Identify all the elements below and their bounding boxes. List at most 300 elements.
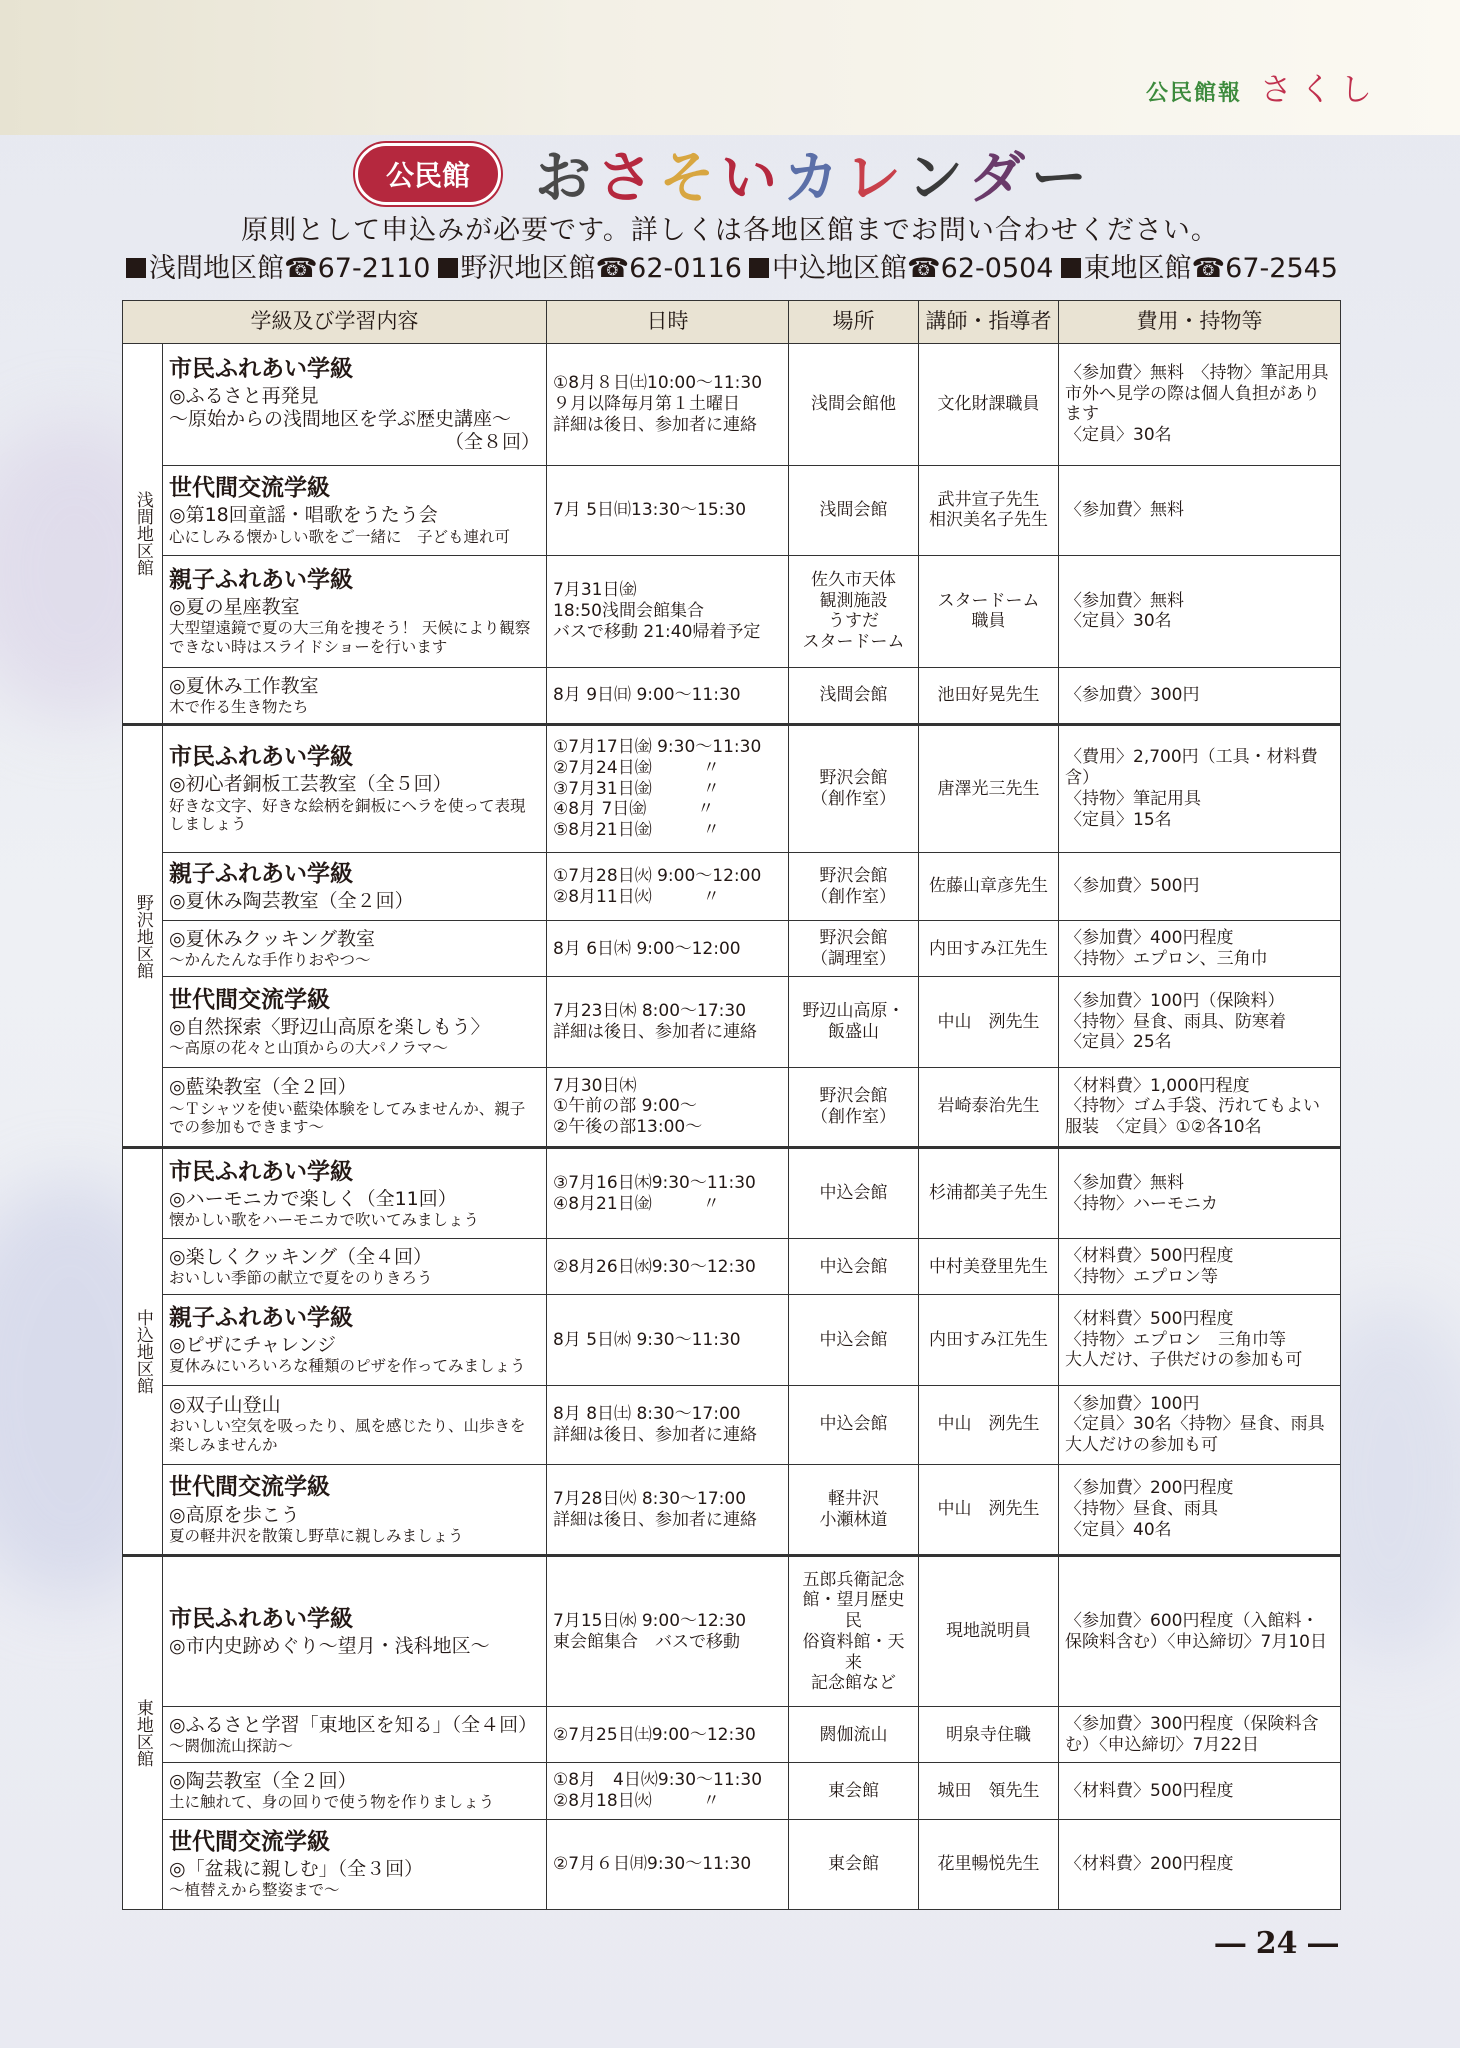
course-cell — [163, 1147, 547, 1238]
teacher-cell — [919, 1239, 1059, 1295]
cost-line: 〈定員〉15名 — [1065, 809, 1172, 830]
date-cell — [547, 1147, 789, 1238]
course-cell — [163, 977, 547, 1067]
course-title: ◎高原を歩こう — [169, 1503, 300, 1526]
cost-line: 〈定員〉25名 — [1065, 1032, 1172, 1053]
title-char: さ — [597, 146, 660, 211]
teacher-cell — [919, 725, 1059, 853]
date-cell — [547, 1239, 789, 1295]
course-title: ◎夏休み陶芸教室（全２回） — [169, 889, 414, 912]
course-category: 親子ふれあい学級 — [169, 859, 353, 887]
cost-line: 〈定員〉40名 — [1065, 1519, 1172, 1540]
date-line: ⑤8月21日㈮ 〃 — [553, 819, 720, 840]
course-cell — [163, 852, 547, 921]
square-bullet-icon — [1061, 258, 1081, 278]
teacher-line: 武井宣子先生 — [937, 489, 1040, 510]
place-line: スタードーム — [802, 632, 905, 653]
date-cell — [547, 1464, 789, 1555]
cost-cell — [1059, 465, 1341, 555]
course-category: 市民ふれあい学級 — [169, 1605, 353, 1633]
date-line: 詳細は後日、参加者に連絡 — [553, 1509, 757, 1530]
place-line: 中込会館 — [819, 1183, 888, 1204]
cost-line: 〈参加費〉100円（保険料） — [1065, 990, 1285, 1011]
place-line: 閼伽流山 — [819, 1724, 888, 1745]
cost-line: 大人だけ、子供だけの参加も可 — [1065, 1350, 1303, 1371]
teacher-line: 明泉寺住職 — [946, 1724, 1031, 1745]
title-char: ー — [1031, 146, 1094, 211]
cost-line: 〈費用〉2,700円（工具・材料費含） — [1065, 747, 1318, 789]
course-cell — [163, 1464, 547, 1555]
course-description: 懐かしい歌をハーモニカで吹いてみましょう — [169, 1210, 480, 1229]
date-cell — [547, 344, 789, 466]
teacher-line: スタードーム — [937, 590, 1040, 611]
course-cell — [163, 465, 547, 555]
table-row — [123, 1147, 1341, 1238]
cost-line: 〈材料費〉500円程度 — [1065, 1308, 1234, 1329]
teacher-cell — [919, 1067, 1059, 1147]
place-line: 野沢会館 — [819, 768, 888, 789]
cost-cell — [1059, 1385, 1341, 1464]
date-line: ②8月18日㈫ 〃 — [553, 1791, 720, 1811]
place-line: 飯盛山 — [828, 1022, 879, 1043]
date-line: 詳細は後日、参加者に連絡 — [553, 1424, 757, 1445]
title-char: ダ — [969, 146, 1032, 211]
date-cell — [547, 1819, 789, 1909]
course-description: おいしい季節の献立で夏をのりきろう — [169, 1269, 433, 1288]
masthead — [1146, 64, 1380, 110]
table-row — [123, 465, 1341, 555]
place-line: （創作室） — [811, 1106, 896, 1127]
place-cell — [789, 921, 919, 977]
course-category: 市民ふれあい学級 — [169, 743, 353, 771]
date-line: ②午後の部13:00～ — [553, 1117, 703, 1138]
date-cell — [547, 1385, 789, 1464]
teacher-cell — [919, 852, 1059, 921]
place-cell — [789, 1707, 919, 1763]
place-line: 観測施設 — [819, 590, 888, 611]
date-line: ②7月25日㈯9:00～12:30 — [553, 1724, 756, 1745]
district-name: 浅間地区館 — [123, 344, 163, 725]
district-name: 東地区館 — [123, 1556, 163, 1910]
course-category: 市民ふれあい学級 — [169, 354, 353, 382]
course-cell — [163, 1763, 547, 1819]
course-cell — [163, 725, 547, 853]
cost-cell — [1059, 1067, 1341, 1147]
date-cell — [547, 667, 789, 724]
cost-line: 〈持物〉昼食、雨具、防寒着 — [1065, 1011, 1286, 1032]
date-line: 7月23日㈭ 8:00～17:30 — [553, 1001, 747, 1022]
course-title: （全８回） — [444, 430, 540, 453]
course-title: ◎ハーモニカで楽しく（全11回） — [169, 1187, 457, 1210]
square-bullet-icon — [749, 258, 769, 278]
cost-line: 〈持物〉エプロン 三角巾等 — [1065, 1329, 1286, 1350]
date-line: 詳細は後日、参加者に連絡 — [553, 414, 757, 435]
cost-cell — [1059, 344, 1341, 466]
date-cell — [547, 556, 789, 668]
place-cell — [789, 1464, 919, 1555]
title-char: そ — [659, 146, 722, 211]
course-description: 夏休みにいろいろな種類のピザを作ってみましょう — [169, 1357, 526, 1376]
place-cell — [789, 465, 919, 555]
place-cell — [789, 1239, 919, 1295]
course-category: 親子ふれあい学級 — [169, 565, 353, 593]
course-description: おいしい空気を吸ったり、風を感じたり、山歩きを楽しみませんか — [169, 1417, 526, 1455]
course-category: 親子ふれあい学級 — [169, 1304, 353, 1332]
course-category: 世代間交流学級 — [169, 986, 330, 1014]
teacher-line: 文化財課職員 — [937, 393, 1040, 414]
course-category: 市民ふれあい学級 — [169, 1157, 353, 1185]
place-cell — [789, 556, 919, 668]
cost-cell — [1059, 852, 1341, 921]
district-name: 中込地区館 — [123, 1147, 163, 1555]
contact-name: 東地区館 — [1083, 253, 1192, 284]
masthead-label: 公民館報 — [1145, 80, 1242, 106]
title-char: い — [721, 146, 784, 211]
header-cost: 費用・持物等 — [1059, 301, 1341, 344]
place-cell — [789, 1819, 919, 1909]
course-title: ◎ふるさと再発見 — [169, 384, 319, 407]
teacher-cell — [919, 1385, 1059, 1464]
course-title: ～原始からの浅間地区を学ぶ歴史講座～ — [169, 407, 512, 430]
place-cell — [789, 725, 919, 853]
teacher-line: 杉浦都美子先生 — [929, 1183, 1048, 1204]
course-description: 心にしみる懐かしい歌をご一緒に 子ども連れ可 — [169, 527, 511, 546]
teacher-cell — [919, 1763, 1059, 1819]
table-row — [123, 1067, 1341, 1147]
date-line: ②7月６日㈪9:30～11:30 — [553, 1853, 752, 1874]
course-category: 世代間交流学級 — [169, 474, 330, 502]
course-cell — [163, 1556, 547, 1707]
cost-line: 〈参加費〉無料 〈持物〉筆記用具 — [1065, 362, 1329, 383]
contact-phone: ☎62-0504 — [907, 253, 1054, 284]
course-category: 世代間交流学級 — [169, 1828, 330, 1856]
teacher-cell — [919, 344, 1059, 466]
teacher-cell — [919, 1819, 1059, 1909]
cost-line: 〈参加費〉200円程度 — [1065, 1478, 1234, 1499]
date-line: 8月 5日㈬ 9:30～11:30 — [553, 1329, 741, 1350]
course-cell — [163, 556, 547, 668]
date-line: ②8月26日㈬9:30～12:30 — [553, 1256, 756, 1277]
date-line: ①8月８日㈯10:00～11:30 — [553, 373, 763, 394]
contact-item — [438, 246, 742, 285]
date-line: ①7月17日㈮ 9:30～11:30 — [553, 737, 762, 758]
teacher-cell — [919, 1707, 1059, 1763]
teacher-line: 唐澤光三先生 — [937, 778, 1040, 799]
contact-item — [126, 246, 430, 285]
contact-name: 浅間地区館 — [149, 253, 284, 284]
table-row — [123, 977, 1341, 1067]
cost-line: 〈参加費〉無料 — [1065, 590, 1184, 611]
place-cell — [789, 1556, 919, 1707]
cost-line: 〈定員〉30名〈持物〉昼食、雨具 — [1065, 1414, 1325, 1435]
course-description: 好きな文字、好きな絵柄を銅板にヘラを使って表現しましょう — [169, 796, 526, 834]
teacher-cell — [919, 921, 1059, 977]
date-cell — [547, 725, 789, 853]
contact-phone: ☎67-2110 — [284, 253, 431, 284]
teacher-line: 中村美登里先生 — [929, 1256, 1048, 1277]
table-row — [123, 1239, 1341, 1295]
course-cell — [163, 1707, 547, 1763]
place-line: 東会館 — [828, 1780, 879, 1801]
course-cell — [163, 1239, 547, 1295]
cost-line: 大人だけの参加も可 — [1065, 1435, 1218, 1456]
place-cell — [789, 1763, 919, 1819]
contact-item — [749, 246, 1053, 285]
place-line: 野沢会館 — [819, 928, 888, 949]
cost-line: 〈参加費〉600円程度（入館料・保険料含む）〈申込締切〉7月10日 — [1065, 1611, 1327, 1652]
date-line: 東会館集合 バスで移動 — [553, 1631, 740, 1652]
contact-item — [1061, 246, 1338, 285]
place-cell — [789, 1385, 919, 1464]
teacher-line: 花里暢悦先生 — [937, 1853, 1040, 1874]
place-line: 中込会館 — [819, 1414, 888, 1435]
table-row — [123, 667, 1341, 724]
place-line: 五郎兵衛記念 — [802, 1569, 905, 1590]
date-cell — [547, 1556, 789, 1707]
table-row — [123, 921, 1341, 977]
title-char: カ — [783, 146, 846, 211]
cost-line: 〈参加費〉400円程度 — [1065, 928, 1234, 949]
date-cell — [547, 465, 789, 555]
place-line: 中込会館 — [819, 1256, 888, 1277]
square-bullet-icon — [438, 258, 458, 278]
place-cell — [789, 977, 919, 1067]
course-description: 夏の軽井沢を散策し野草に親しみましょう — [169, 1526, 464, 1545]
teacher-cell — [919, 1295, 1059, 1385]
course-title: ◎初心者銅板工芸教室（全５回） — [169, 773, 452, 796]
place-cell — [789, 667, 919, 724]
district-name: 野沢地区館 — [123, 725, 163, 1148]
cost-line: 〈材料費〉1,000円程度 — [1065, 1075, 1250, 1096]
cost-cell — [1059, 556, 1341, 668]
contact-name: 中込地区館 — [772, 253, 908, 284]
course-title: ◎市内史跡めぐり～望月・浅科地区～ — [169, 1635, 490, 1658]
cost-cell — [1059, 1464, 1341, 1555]
place-line: （創作室） — [811, 886, 896, 907]
course-title: ◎夏休み工作教室 — [169, 674, 319, 697]
table-row — [123, 1556, 1341, 1707]
teacher-cell — [919, 667, 1059, 724]
place-cell — [789, 1147, 919, 1238]
table-row — [123, 1464, 1341, 1555]
teacher-line: 中山 洌先生 — [937, 1414, 1040, 1435]
table-row — [123, 1295, 1341, 1385]
table-row — [123, 725, 1341, 853]
course-title: ◎第18回童謡・唱歌をうたう会 — [169, 504, 438, 527]
date-cell — [547, 977, 789, 1067]
table-row — [123, 852, 1341, 921]
date-line: 7月15日㈬ 9:00～12:30 — [553, 1611, 747, 1632]
teacher-line: 内田すみ江先生 — [929, 1329, 1048, 1350]
cost-line: 〈参加費〉500円 — [1065, 876, 1200, 897]
table-row — [123, 1707, 1341, 1763]
contact-phone: ☎67-2545 — [1191, 253, 1338, 284]
cost-line: 〈材料費〉500円程度 — [1065, 1246, 1234, 1267]
place-line: 小瀬林道 — [819, 1509, 888, 1530]
cost-line: 〈持物〉ゴム手袋、汚れてもよい服装 〈定員〉①②各10名 — [1065, 1096, 1320, 1138]
cost-line: 〈参加費〉100円 — [1065, 1393, 1200, 1414]
cost-line: 〈持物〉昼食、雨具 — [1065, 1499, 1218, 1520]
teacher-line: 岩崎泰治先生 — [937, 1096, 1040, 1117]
cost-cell — [1059, 725, 1341, 853]
course-description: 土に触れて、身の回りで使う物を作りましょう — [169, 1793, 495, 1812]
course-description: ～閼伽流山探訪～ — [169, 1737, 294, 1756]
header-place: 場所 — [789, 301, 919, 344]
course-cell — [163, 1067, 547, 1147]
cost-cell — [1059, 1707, 1341, 1763]
cost-cell — [1059, 1295, 1341, 1385]
teacher-line: 池田好晃先生 — [937, 685, 1040, 706]
cost-line: 〈参加費〉300円程度（保険料含む）〈申込締切〉7月22日 — [1065, 1714, 1319, 1755]
cost-cell — [1059, 1819, 1341, 1909]
teacher-line: 相沢美名子先生 — [929, 510, 1048, 531]
square-bullet-icon — [126, 258, 146, 278]
cost-line: 〈持物〉ハーモニカ — [1065, 1193, 1218, 1214]
teacher-line: 城田 領先生 — [937, 1780, 1040, 1801]
header-teacher: 講師・指導者 — [919, 301, 1059, 344]
teacher-line: 内田すみ江先生 — [929, 938, 1048, 959]
cost-line: 〈参加費〉無料 — [1065, 499, 1184, 520]
cost-line: 〈参加費〉300円 — [1065, 685, 1200, 706]
place-line: 野沢会館 — [819, 865, 888, 886]
date-cell — [547, 921, 789, 977]
contact-phone: ☎62-0116 — [595, 253, 742, 284]
page-number: ― 24 ― — [1215, 1926, 1338, 1961]
cost-cell — [1059, 667, 1341, 724]
place-line: 浅間会館他 — [811, 393, 896, 414]
cost-line: 〈参加費〉無料 — [1065, 1172, 1184, 1193]
course-description: 大型望遠鏡で夏の大三角を捜そう！ 天候により観察できない時はスライドショーを行います — [169, 619, 531, 657]
intro-text: 原則として申込みが必要です。詳しくは各地区館までお問い合わせください。 — [241, 215, 1219, 246]
date-line: 7月28日㈫ 8:30～17:00 — [553, 1488, 747, 1509]
date-line: 8月 9日㈰ 9:00～11:30 — [553, 685, 741, 706]
course-title: ◎夏休みクッキング教室 — [169, 927, 376, 950]
place-line: 俗資料館・天来 — [802, 1631, 905, 1673]
teacher-cell — [919, 465, 1059, 555]
course-description: ～Ｔシャツを使い藍染体験をしてみませんか、親子での参加もできます～ — [169, 1099, 526, 1137]
place-line: 東会館 — [828, 1853, 879, 1874]
date-line: ②7月24日㈮ 〃 — [553, 757, 720, 778]
place-line: 軽井沢 — [828, 1488, 879, 1509]
course-description: ～高原の花々と山頂からの大パノラマ～ — [169, 1039, 449, 1058]
course-category: 世代間交流学級 — [169, 1473, 330, 1501]
place-cell — [789, 1067, 919, 1147]
cost-cell — [1059, 921, 1341, 977]
date-line: ④8月21日㈮ 〃 — [553, 1193, 720, 1214]
place-line: 記念館など — [811, 1673, 896, 1694]
teacher-line: 職員 — [971, 611, 1006, 632]
course-title: ◎双子山登山 — [169, 1394, 281, 1417]
date-line: ④8月 7日㈮ 〃 — [553, 799, 715, 820]
cost-cell — [1059, 977, 1341, 1067]
course-cell — [163, 921, 547, 977]
date-line: ①8月 4日㈫9:30～11:30 — [553, 1770, 763, 1791]
teacher-line: 中山 洌先生 — [937, 1499, 1040, 1520]
kominkan-badge: 公民館 — [355, 143, 501, 205]
course-description: ～かんたんな手作りおやつ～ — [169, 951, 371, 970]
cost-cell — [1059, 1239, 1341, 1295]
course-cell — [163, 1385, 547, 1464]
header-date: 日時 — [547, 301, 789, 344]
date-line: 7月30日㈭ — [553, 1075, 637, 1096]
date-line: ③7月31日㈮ 〃 — [553, 778, 720, 799]
date-cell — [547, 1763, 789, 1819]
date-line: 7月31日㈮ — [553, 580, 637, 601]
course-title: ◎ふるさと学習「東地区を知る」（全４回） — [169, 1713, 538, 1736]
cost-line: 〈持物〉筆記用具 — [1065, 788, 1201, 809]
cost-line: 〈定員〉30名 — [1065, 611, 1172, 632]
course-cell — [163, 344, 547, 466]
place-cell — [789, 852, 919, 921]
course-title: ◎藍染教室（全２回） — [169, 1076, 357, 1099]
date-line: ①午前の部 9:00～ — [553, 1096, 697, 1117]
date-cell — [547, 1067, 789, 1147]
course-title: ◎夏の星座教室 — [169, 596, 300, 619]
date-line: バスで移動 21:40帰着予定 — [553, 621, 761, 642]
teacher-cell — [919, 977, 1059, 1067]
masthead-name: さくし — [1259, 70, 1380, 108]
title-char: お — [535, 146, 598, 211]
date-line: ②8月11日㈫ 〃 — [553, 886, 720, 907]
table-row — [123, 1819, 1341, 1909]
place-line: （調理室） — [811, 948, 896, 969]
teacher-line: 現地説明員 — [946, 1621, 1031, 1642]
place-line: 中込会館 — [819, 1329, 888, 1350]
place-line: うすだ — [828, 611, 879, 632]
table-row — [123, 556, 1341, 668]
date-line: 詳細は後日、参加者に連絡 — [553, 1022, 757, 1043]
date-line: 8月 6日㈭ 9:00～12:00 — [553, 938, 741, 959]
cost-cell — [1059, 1556, 1341, 1707]
place-line: 佐久市天体 — [811, 570, 896, 591]
place-line: 館・望月歴史民 — [802, 1590, 905, 1632]
cost-line: 市外へ見学の際は個人負担があります — [1065, 383, 1320, 425]
course-title: ◎自然探索〈野辺山高原を楽しもう〉 — [169, 1016, 490, 1039]
course-cell — [163, 1819, 547, 1909]
date-cell — [547, 1295, 789, 1385]
cost-cell — [1059, 1147, 1341, 1238]
course-title: ◎陶芸教室（全２回） — [169, 1769, 357, 1792]
place-line: （創作室） — [811, 788, 896, 809]
course-title: ◎ピザにチャレンジ — [169, 1334, 337, 1357]
date-cell — [547, 852, 789, 921]
teacher-cell — [919, 1147, 1059, 1238]
course-title: ◎楽しくクッキング（全４回） — [169, 1245, 433, 1268]
cost-line: 〈持物〉エプロン、三角巾 — [1065, 948, 1268, 969]
cost-line: 〈材料費〉500円程度 — [1065, 1780, 1234, 1801]
place-line: 野辺山高原・ — [802, 1001, 905, 1022]
cost-line: 〈定員〉30名 — [1065, 425, 1172, 446]
cost-line: 〈持物〉エプロン等 — [1065, 1266, 1218, 1287]
table-row — [123, 344, 1341, 466]
course-description: ～植替えから整姿まで～ — [169, 1881, 340, 1900]
calendar-table — [122, 300, 1341, 1910]
date-line: ①7月28日㈫ 9:00～12:00 — [553, 865, 762, 886]
contact-list — [126, 246, 1338, 285]
date-line: 8月 8日㈯ 8:30～17:00 — [553, 1404, 741, 1425]
page-title — [535, 134, 1093, 214]
date-cell — [547, 1707, 789, 1763]
contact-name: 野沢地区館 — [460, 253, 596, 284]
header-content: 学級及び学習内容 — [123, 301, 547, 344]
teacher-cell — [919, 1556, 1059, 1707]
date-line: ③7月16日㈭9:30～11:30 — [553, 1172, 756, 1193]
cost-line: 〈材料費〉200円程度 — [1065, 1853, 1234, 1874]
table-header-row — [123, 301, 1341, 344]
place-line: 野沢会館 — [819, 1086, 888, 1107]
place-line: 浅間会館 — [819, 685, 888, 706]
date-line: 18:50浅間会館集合 — [553, 601, 704, 622]
